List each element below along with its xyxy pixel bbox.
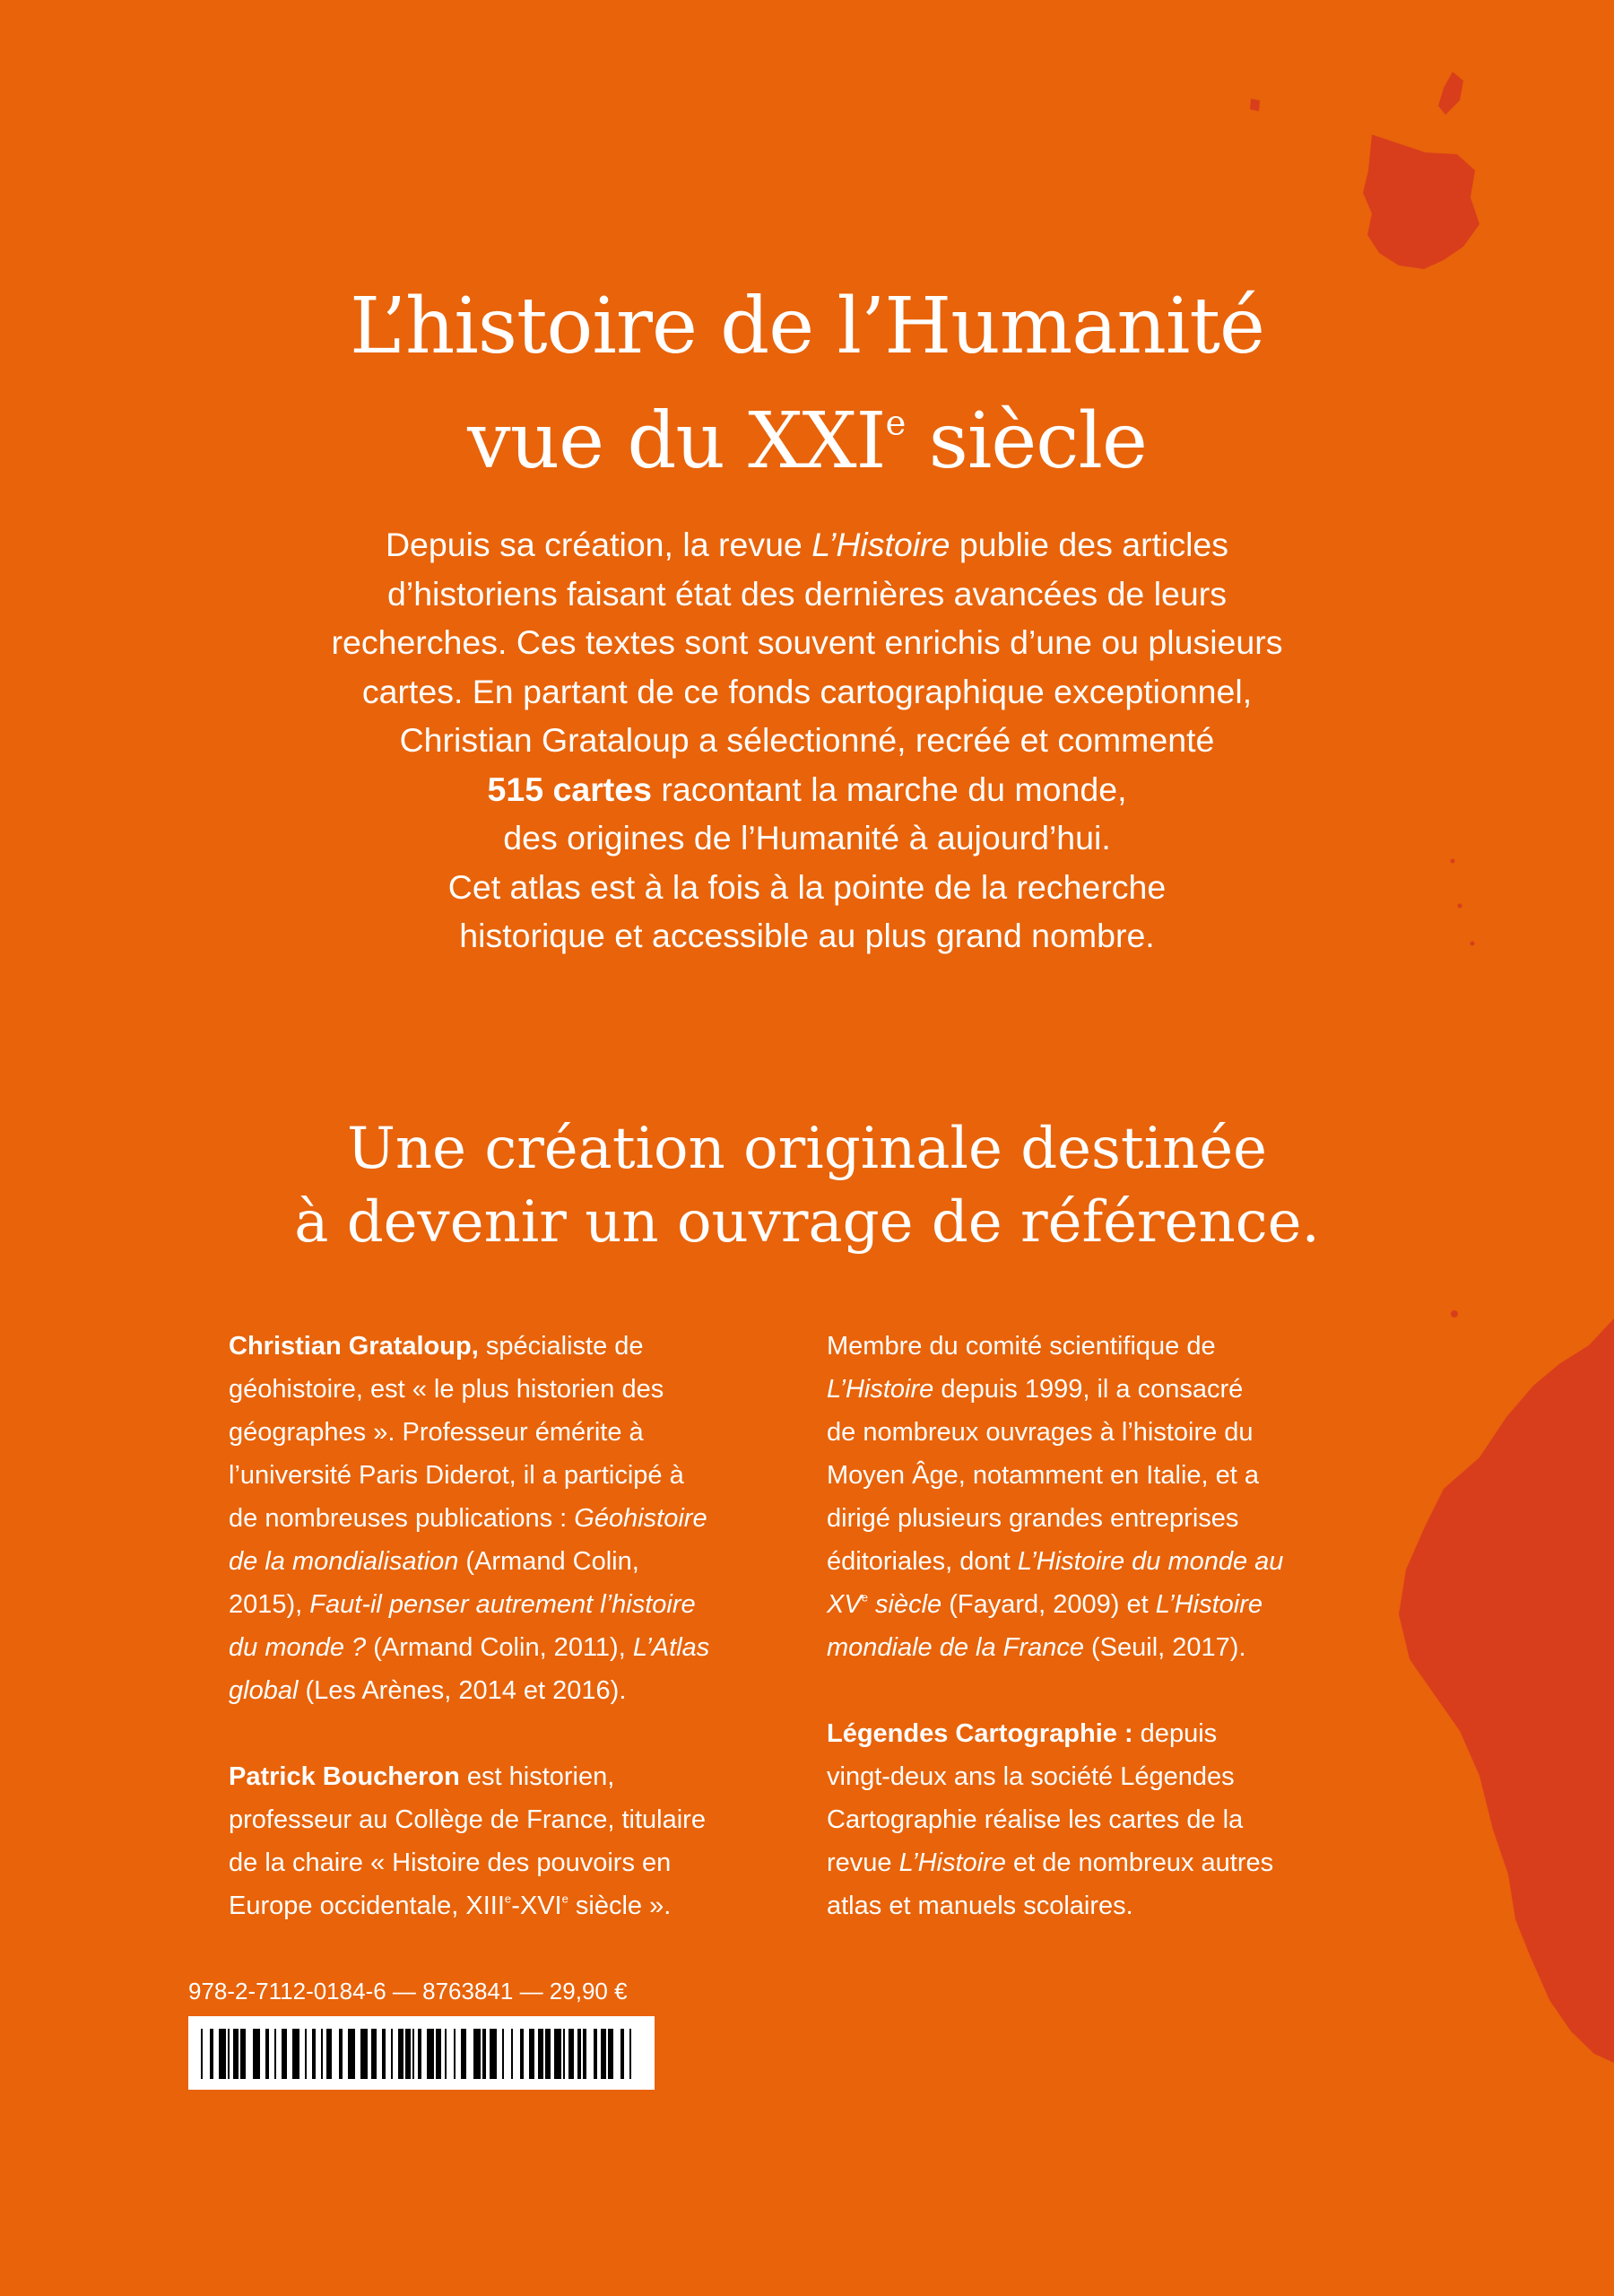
barcode-bar xyxy=(219,2029,226,2079)
barcode-bar xyxy=(382,2029,386,2079)
isbn-price-line: 978-2-7112-0184-6 — 8763841 — 29,90 € xyxy=(188,1978,628,2005)
barcode-bar xyxy=(436,2029,441,2079)
intro-line xyxy=(179,520,1435,570)
barcode-bar xyxy=(240,2029,246,2079)
barcode-bar xyxy=(312,2029,316,2079)
author-name: Christian Grataloup, xyxy=(229,1332,479,1361)
intro-line xyxy=(179,765,1435,814)
barcode-bar xyxy=(520,2029,524,2079)
bio-text: depuis xyxy=(1132,1719,1218,1748)
barcode-bar xyxy=(360,2029,368,2079)
book-title: de la mondialisation xyxy=(229,1547,459,1576)
tagline-line-1: Une création originale destinée xyxy=(346,1116,1268,1182)
intro-line: Christian Grataloup a sélectionné, recréé et commenté xyxy=(399,721,1215,759)
bio-text: de nombreuses publications : xyxy=(229,1504,575,1533)
bio-line xyxy=(229,1884,785,1927)
main-title xyxy=(0,269,1614,499)
bio-text: (Fayard, 2009) et xyxy=(941,1590,1156,1619)
map-landmass-south xyxy=(1399,1318,1614,2063)
intro-emphasis: L’Histoire xyxy=(811,526,950,563)
intro-line: historique et accessible au plus grand nombre. xyxy=(459,917,1155,954)
map-dot xyxy=(1471,942,1475,946)
bio-text: (Armand Colin, xyxy=(458,1547,639,1576)
map-dot xyxy=(1451,1310,1458,1318)
barcode-bar xyxy=(326,2029,332,2079)
barcode-bar xyxy=(282,2029,287,2079)
bio-text: Europe occidentale, XIII xyxy=(229,1892,505,1920)
barcode-bar xyxy=(348,2029,355,2079)
barcode-bar xyxy=(412,2029,414,2079)
intro-text: racontant la marche du monde, xyxy=(652,770,1127,808)
map-dot xyxy=(1458,904,1462,909)
barcode-bar xyxy=(502,2029,504,2079)
barcode-bar xyxy=(601,2029,606,2079)
bio-line xyxy=(827,1626,1383,1669)
book-title: siècle xyxy=(867,1590,942,1619)
barcode-bar xyxy=(253,2029,260,2079)
barcode-bar xyxy=(292,2029,299,2079)
bio-line xyxy=(827,1841,1383,1884)
barcode-bar xyxy=(398,2029,404,2079)
barcode-bar xyxy=(490,2029,497,2079)
barcode-bar xyxy=(545,2029,551,2079)
barcode-bar xyxy=(391,2029,393,2079)
title-line-2 xyxy=(0,384,1614,499)
bio-legendes xyxy=(827,1712,1383,1927)
bio-text: revue xyxy=(827,1848,899,1877)
barcode-bar xyxy=(511,2029,513,2079)
barcode-bar xyxy=(538,2029,543,2079)
tagline xyxy=(0,1112,1614,1259)
tagline-line-2: à devenir un ouvrage de référence. xyxy=(294,1189,1320,1256)
intro-text: Depuis sa création, la revue xyxy=(385,526,812,563)
barcode-bar xyxy=(608,2029,613,2079)
book-title: Géohistoire xyxy=(574,1504,707,1533)
bio-grataloup xyxy=(229,1325,785,1712)
barcode-bar xyxy=(482,2029,486,2079)
bio-line xyxy=(827,1712,1383,1755)
bio-line xyxy=(229,1626,785,1669)
barcode-bar xyxy=(454,2029,456,2079)
bio-line: dirigé plusieurs grandes entreprises xyxy=(827,1504,1239,1533)
bio-text: éditoriales, dont xyxy=(827,1547,1018,1576)
bio-line: Cartographie réalise les cartes de la xyxy=(827,1805,1244,1834)
barcode-bar xyxy=(201,2029,203,2079)
map-island-small xyxy=(1250,99,1260,111)
bio-line xyxy=(827,1583,1383,1626)
superscript: e xyxy=(561,1892,568,1906)
barcode xyxy=(188,2016,655,2090)
intro-line: des origines de l’Humanité à aujourd’hui. xyxy=(503,819,1111,857)
intro-line: d’historiens faisant état des dernières avancées de leurs xyxy=(387,574,1227,613)
book-title: global xyxy=(229,1676,299,1705)
bio-line: atlas et manuels scolaires. xyxy=(827,1892,1133,1920)
bio-text: siècle ». xyxy=(568,1892,672,1920)
barcode-bar xyxy=(210,2029,213,2079)
barcode-bar xyxy=(583,2029,586,2079)
intro-text: publie des articles xyxy=(950,526,1229,563)
bio-text: (Seuil, 2017). xyxy=(1083,1633,1246,1662)
map-island-north xyxy=(1438,72,1463,115)
bio-line xyxy=(229,1583,785,1626)
bio-line xyxy=(229,1669,785,1712)
intro-paragraph xyxy=(179,520,1435,961)
title-line-2-end: siècle xyxy=(905,396,1147,486)
barcode-bar xyxy=(554,2029,561,2079)
bio-line: géographes ». Professeur émérite à xyxy=(229,1418,644,1447)
barcode-bar xyxy=(529,2029,534,2079)
book-title: L’Histoire xyxy=(827,1375,934,1404)
map-landmass-north xyxy=(1363,135,1480,269)
bio-text: spécialiste de xyxy=(478,1332,644,1361)
barcode-bar xyxy=(265,2029,269,2079)
superscript: e xyxy=(504,1892,512,1906)
bio-line xyxy=(827,1368,1383,1411)
bio-column-right xyxy=(827,1325,1383,1970)
title-line-1: L’histoire de l’Humanité xyxy=(350,282,1264,371)
book-title: du monde ? xyxy=(229,1633,367,1662)
author-name: Patrick Boucheron xyxy=(229,1762,460,1791)
bio-line xyxy=(827,1540,1383,1583)
barcode-bar xyxy=(321,2029,323,2079)
bio-line: l’université Paris Diderot, il a participé à xyxy=(229,1461,684,1490)
bio-line: vingt-deux ans la société Légendes xyxy=(827,1762,1235,1791)
bio-text: -XVI xyxy=(511,1892,562,1920)
barcode-bar xyxy=(405,2029,411,2079)
bio-line: de nombreux ouvrages à l’histoire du xyxy=(827,1418,1254,1447)
barcode-bar xyxy=(563,2029,565,2079)
bio-text: 2015), xyxy=(229,1590,310,1619)
barcode-bar xyxy=(629,2029,631,2079)
barcode-bar xyxy=(577,2029,581,2079)
bio-text: est historien, xyxy=(459,1762,615,1791)
bio-boucheron-continued xyxy=(827,1325,1383,1669)
book-title: mondiale de la France xyxy=(827,1633,1084,1662)
title-line-2-text: vue du XXI xyxy=(467,396,886,486)
barcode-bar xyxy=(445,2029,447,2079)
barcode-bar xyxy=(427,2029,434,2079)
book-title: L’Histoire xyxy=(1155,1590,1263,1619)
barcode-bar xyxy=(274,2029,276,2079)
barcode-bar xyxy=(339,2029,343,2079)
barcode-icon xyxy=(188,2016,655,2090)
book-title: Faut-il penser autrement l’histoire xyxy=(309,1590,696,1619)
barcode-bar xyxy=(620,2029,624,2079)
bio-line xyxy=(229,1755,785,1798)
bio-line xyxy=(229,1497,785,1540)
bio-line: Moyen Âge, notamment en Italie, et a xyxy=(827,1461,1259,1490)
book-title: L’Histoire xyxy=(898,1848,1006,1877)
bio-line: géohistoire, est « le plus historien des xyxy=(229,1375,664,1404)
bio-line xyxy=(229,1540,785,1583)
title-superscript: e xyxy=(885,403,906,444)
barcode-bar xyxy=(305,2029,307,2079)
book-title: XV xyxy=(827,1590,862,1619)
book-title: L’Atlas xyxy=(632,1633,710,1662)
intro-strong: 515 cartes xyxy=(487,770,653,808)
barcode-bar xyxy=(418,2029,421,2079)
bio-line: professeur au Collège de France, titulaire xyxy=(229,1805,706,1834)
bio-boucheron xyxy=(229,1755,785,1927)
bio-line: Membre du comité scientifique de xyxy=(827,1332,1216,1361)
bio-text: depuis 1999, il a consacré xyxy=(933,1375,1244,1404)
author-name: Légendes Cartographie : xyxy=(827,1719,1133,1748)
barcode-bar xyxy=(568,2029,574,2079)
map-dot xyxy=(1451,859,1455,864)
bio-text: (Armand Colin, 2011), xyxy=(366,1633,633,1662)
barcode-bar xyxy=(473,2029,481,2079)
barcode-bar xyxy=(461,2029,466,2079)
book-title: L’Histoire du monde au xyxy=(1017,1547,1284,1576)
barcode-bar xyxy=(233,2029,239,2079)
barcode-bar xyxy=(371,2029,377,2079)
superscript: e xyxy=(861,1590,868,1605)
bio-line: de la chaire « Histoire des pouvoirs en xyxy=(229,1848,672,1877)
bio-text: et de nombreux autres xyxy=(1005,1848,1274,1877)
barcode-bar xyxy=(594,2029,597,2079)
intro-line: recherches. Ces textes sont souvent enrichis d’une ou plusieurs xyxy=(331,623,1283,661)
barcode-bar xyxy=(228,2029,230,2079)
intro-line: Cet atlas est à la fois à la pointe de la recherche xyxy=(447,867,1167,906)
intro-line: cartes. En partant de ce fonds cartographique exceptionnel, xyxy=(361,672,1253,710)
bio-line xyxy=(229,1325,785,1368)
bio-text: (Les Arènes, 2014 et 2016). xyxy=(298,1676,627,1705)
bio-column-left xyxy=(229,1325,785,1970)
